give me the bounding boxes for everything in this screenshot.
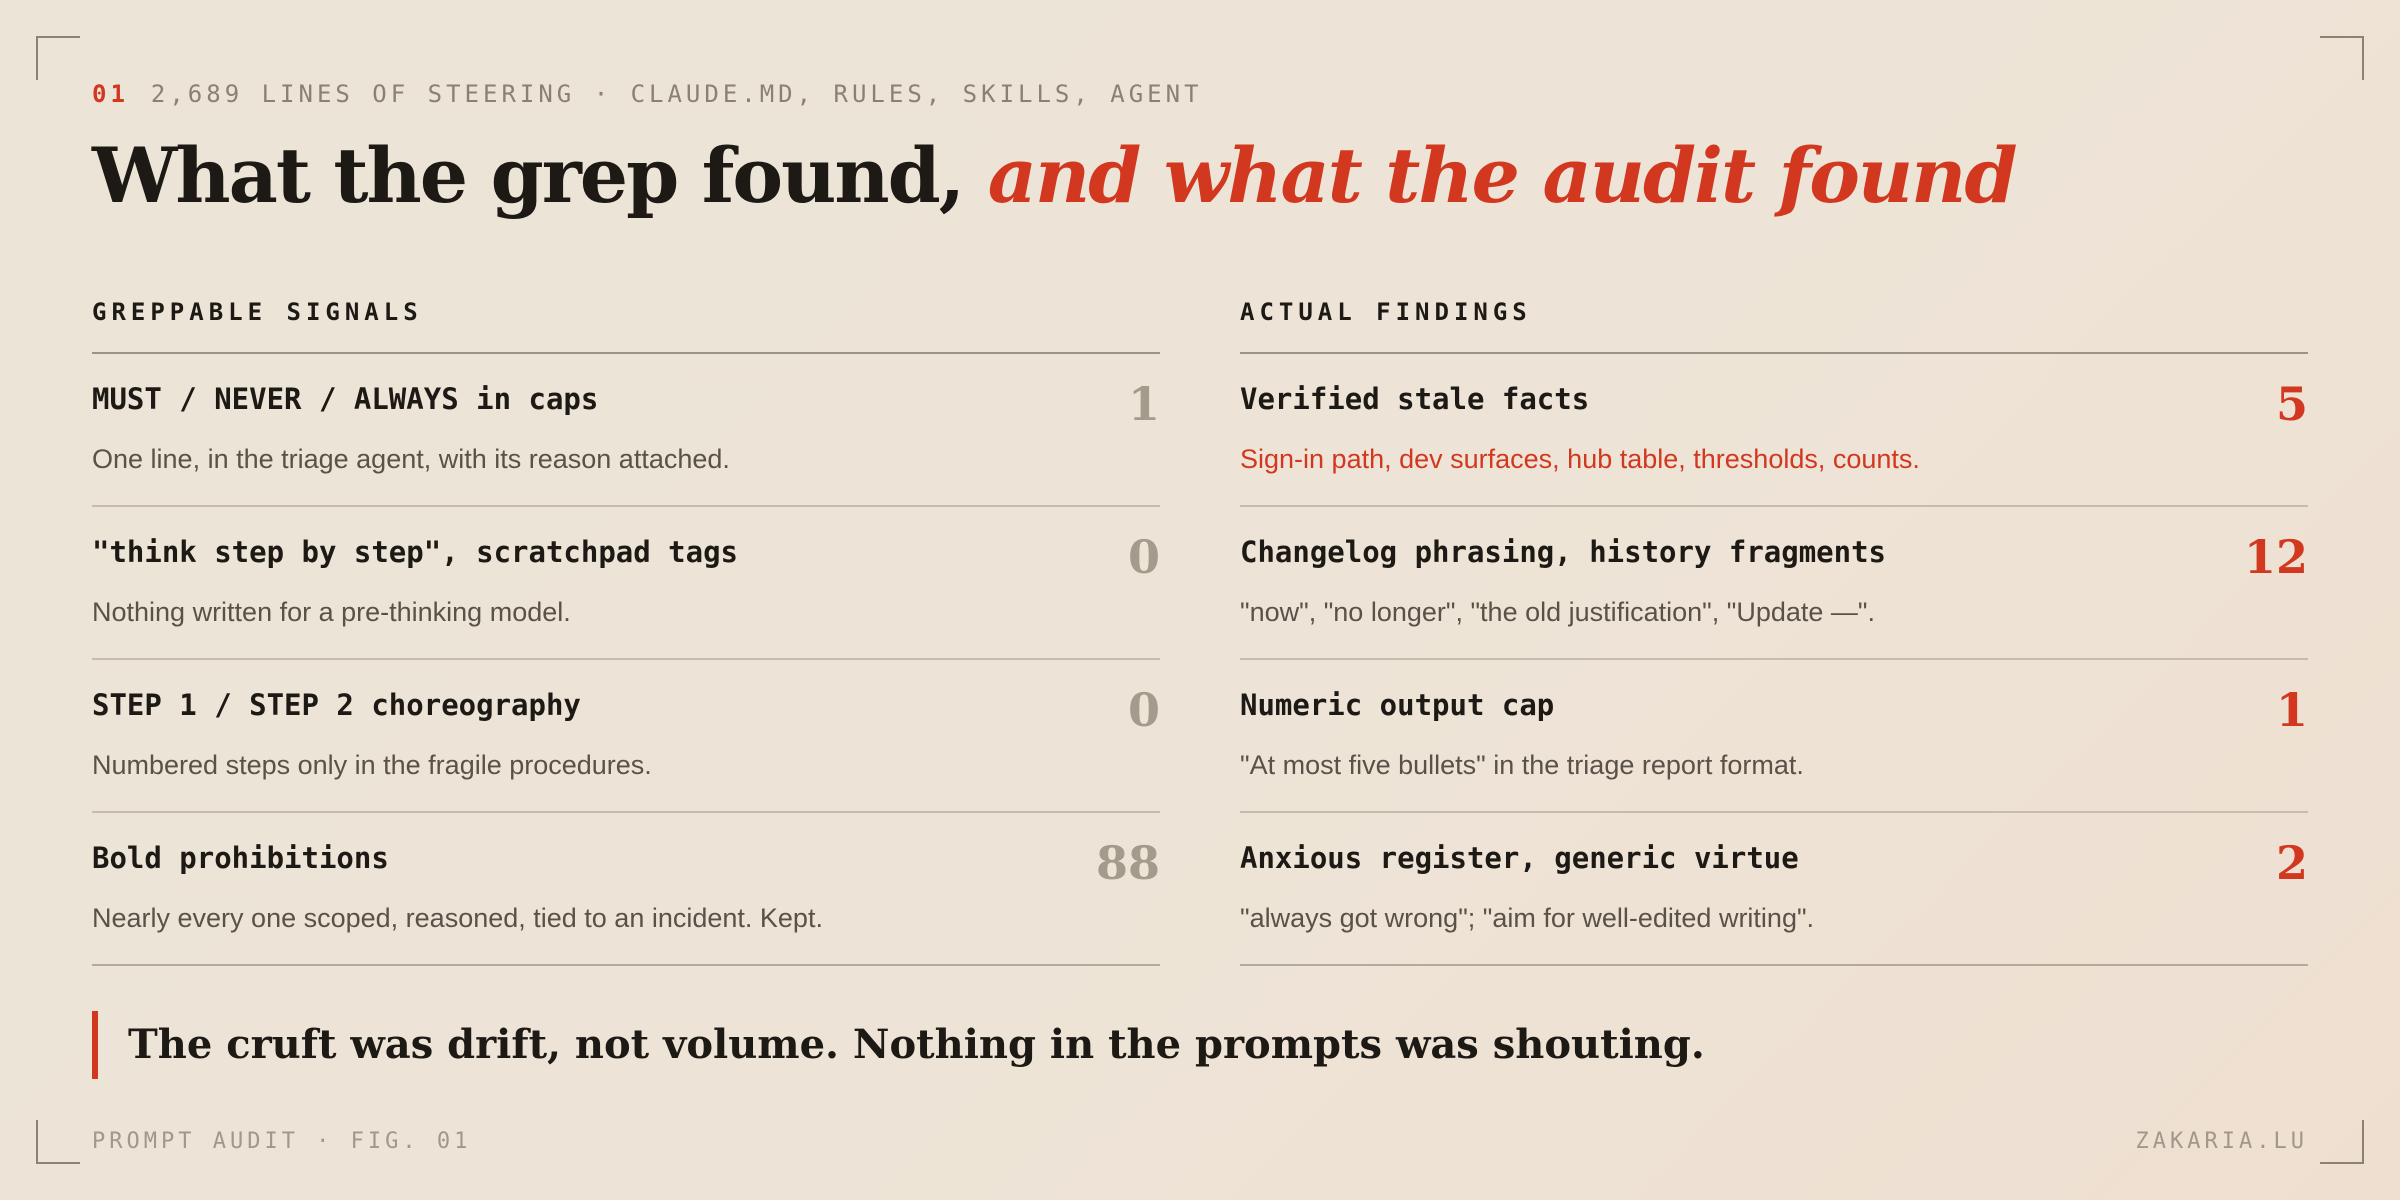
item-description: "always got wrong"; "aim for well-edited writing". — [1240, 903, 1815, 933]
item-description: Nothing written for a pre-thinking model. — [92, 597, 571, 627]
list-item — [1240, 660, 2308, 813]
item-description: "now", "no longer", "the old justification", "Update —". — [1240, 597, 1876, 627]
title-main: What the grep found, — [92, 131, 964, 220]
footer-site: ZAKARIA.LU — [2135, 1129, 2308, 1154]
column-heading: GREPPABLE SIGNALS — [92, 296, 1160, 354]
corner-mark-bottom-left — [36, 1120, 80, 1164]
actual-findings-column — [1240, 296, 2308, 966]
corner-mark-top-left — [36, 36, 80, 80]
corner-mark-bottom-right — [2320, 1120, 2364, 1164]
item-title: "think step by step", scratchpad tags — [92, 535, 739, 569]
column-heading: ACTUAL FINDINGS — [1240, 296, 2308, 354]
list-item — [1240, 507, 2308, 660]
item-count: 1 — [1127, 377, 1160, 431]
footer-caption: PROMPT AUDIT · FIG. 01 — [92, 1129, 472, 1154]
item-title: Bold prohibitions — [92, 841, 389, 875]
item-title: STEP 1 / STEP 2 choreography — [92, 688, 581, 722]
list-item — [92, 354, 1160, 507]
figure-number: 01 — [92, 80, 129, 108]
page-title — [92, 126, 2016, 226]
item-description: "At most five bullets" in the triage report format. — [1240, 750, 1804, 780]
item-description: Numbered steps only in the fragile procedures. — [92, 750, 652, 780]
item-description: Nearly every one scoped, reasoned, tied to an incident. Kept. — [92, 903, 823, 933]
item-count: 88 — [1095, 836, 1160, 890]
item-count: 0 — [1127, 530, 1160, 584]
greppable-signals-column — [92, 296, 1160, 966]
eyebrow-text: 2,689 LINES OF STEERING · CLAUDE.MD, RULES, SKILLS, AGENT — [150, 80, 1203, 108]
item-description: One line, in the triage agent, with its reason attached. — [92, 444, 730, 474]
list-item — [92, 660, 1160, 813]
title-accent: and what the audit found — [987, 131, 2016, 220]
eyebrow — [92, 80, 1203, 108]
list-item — [92, 507, 1160, 660]
item-count: 0 — [1127, 683, 1160, 737]
item-title: Changelog phrasing, history fragments — [1240, 535, 1887, 569]
item-count: 12 — [2243, 530, 2308, 584]
item-title: Anxious register, generic virtue — [1240, 841, 1799, 875]
list-item — [1240, 813, 2308, 966]
item-description: Sign-in path, dev surfaces, hub table, thresholds, counts. — [1240, 444, 1920, 474]
item-title: Verified stale facts — [1240, 382, 1590, 416]
item-title: MUST / NEVER / ALWAYS in caps — [92, 382, 599, 416]
item-title: Numeric output cap — [1240, 688, 1555, 722]
item-count: 1 — [2275, 683, 2308, 737]
corner-mark-top-right — [2320, 36, 2364, 80]
item-count: 2 — [2275, 836, 2308, 890]
list-item — [92, 813, 1160, 966]
item-count: 5 — [2275, 377, 2308, 431]
list-item — [1240, 354, 2308, 507]
conclusion-quote: The cruft was drift, not volume. Nothing in the prompts was shouting. — [92, 1011, 1705, 1079]
